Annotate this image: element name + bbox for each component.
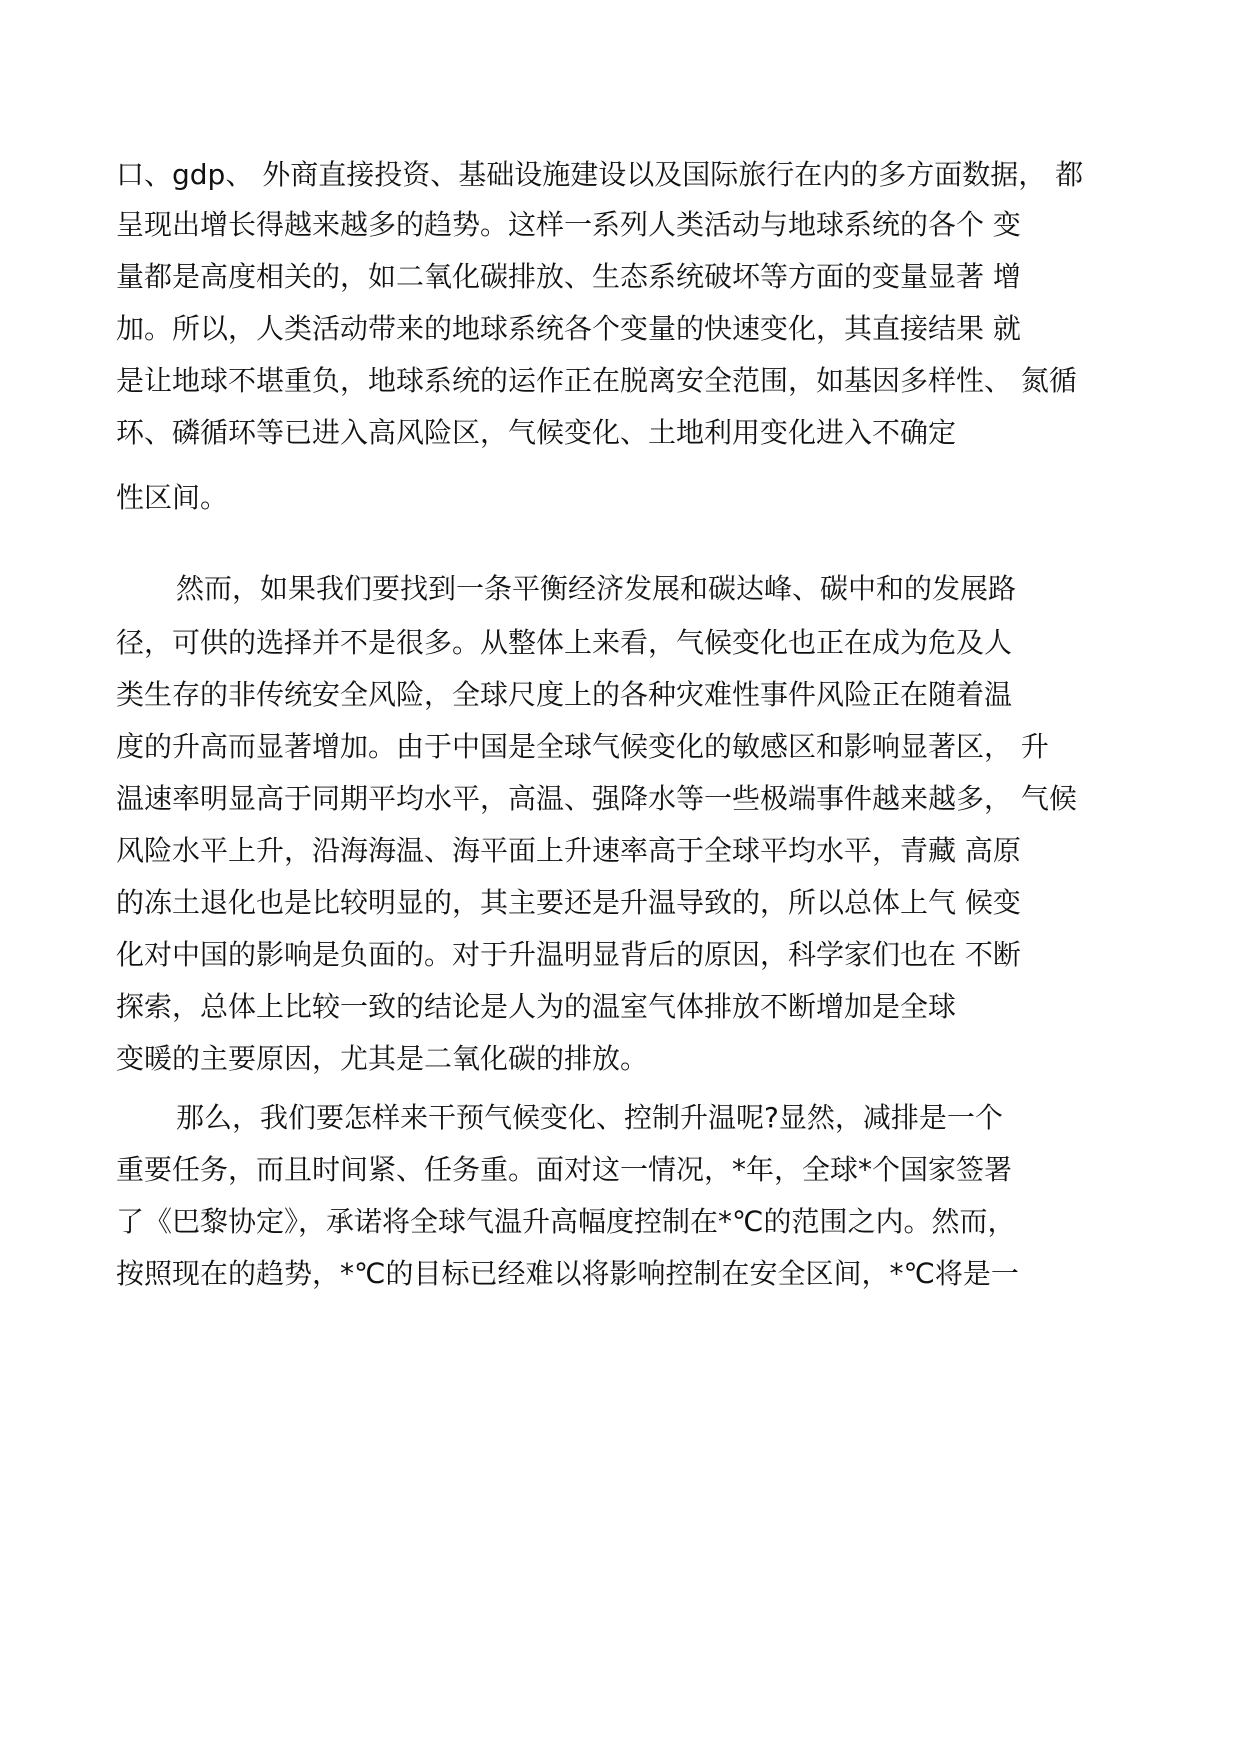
text-line: 加。所以，人类活动带来的地球系统各个变量的快速变化，其直接结果 就 (116, 312, 1021, 345)
text-line: 温速率明显高于同期平均水平，高温、强降水等一些极端事件越来越多， 气候 (116, 782, 1077, 815)
text-line: 探索，总体上比较一致的结论是人为的温室气体排放不断增加是全球 (116, 990, 957, 1023)
text-line: 变暖的主要原因，尤其是二氧化碳的排放。 (116, 1042, 649, 1075)
text-line: 径，可供的选择并不是很多。从整体上来看，气候变化也正在成为危及人 (116, 626, 1013, 659)
text-line: 那么，我们要怎样来干预气候变化、控制升温呢?显然，减排是一个 (176, 1101, 1003, 1134)
text-line: 了《巴黎协定》，承诺将全球气温升高幅度控制在*℃的范围之内。然而， (116, 1205, 1016, 1238)
text-line: 然而，如果我们要找到一条平衡经济发展和碳达峰、碳中和的发展路 (176, 572, 1017, 605)
text-line: 呈现出增长得越来越多的趋势。这样一系列人类活动与地球系统的各个 变 (116, 208, 1021, 241)
text-line: 性区间。 (116, 481, 229, 514)
text-line: 度的升高而显著增加。由于中国是全球气候变化的敏感区和影响显著区， 升 (116, 730, 1049, 763)
text-line: 风险水平上升，沿海海温、海平面上升速率高于全球平均水平，青藏 高原 (116, 834, 1021, 867)
text-line: 量都是高度相关的，如二氧化碳排放、生态系统破坏等方面的变量显著 增 (116, 260, 1021, 293)
text-line: 是让地球不堪重负，地球系统的运作正在脱离安全范围，如基因多样性、 氮循 (116, 364, 1077, 397)
text-line: 化对中国的影响是负面的。对于升温明显背后的原因，科学家们也在 不断 (116, 938, 1021, 971)
text-line: 的冻土退化也是比较明显的，其主要还是升温导致的，所以总体上气 候变 (116, 886, 1021, 919)
text-line: 按照现在的趋势，*℃的目标已经难以将影响控制在安全区间，*℃将是一 (116, 1257, 1019, 1290)
text-line: 类生存的非传统安全风险，全球尺度上的各种灾难性事件风险正在随着温 (116, 678, 1013, 711)
text-line: 口、gdp、 外商直接投资、基础设施建设以及国际旅行在内的多方面数据， 都 (116, 158, 1084, 191)
text-line: 重要任务，而且时间紧、任务重。面对这一情况，*年，全球*个国家签署 (116, 1153, 1013, 1186)
text-line: 环、磷循环等已进入高风险区，气候变化、土地利用变化进入不确定 (116, 416, 957, 449)
